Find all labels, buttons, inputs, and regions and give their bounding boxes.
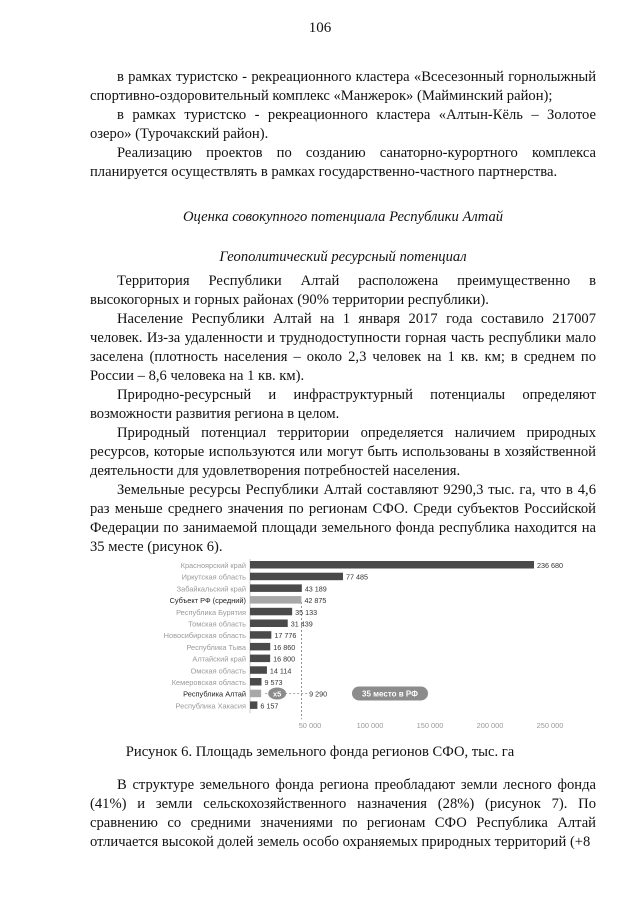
value-label: 6 157	[260, 701, 279, 711]
value-label: 9 290	[309, 689, 328, 699]
value-label: 16 860	[273, 642, 296, 652]
paragraph: в рамках туристско - рекреационного кластера «Всесезонный горнолыжный спортивно-оздоровительный комплекс «Манжерок» (Майминский район);	[90, 69, 596, 104]
bar	[250, 643, 270, 651]
category-label: Республика Хакасия	[175, 701, 246, 711]
bar	[250, 701, 257, 709]
paragraph: В структуре земельного фонда региона преобладают земли лесного фонда (41%) и земли сельскохозяйственного назначения (28%) (рисунок 7). По сравнению со средними значениями по регионам СФО Республика Алтай отличается высокой долей земель особо охраняемых природных территорий (+8	[90, 777, 596, 850]
category-label: Республика Бурятия	[176, 607, 246, 617]
paragraph: Территория Республики Алтай расположена преимущественно в высокогорных и горных районах (90% территории республики).	[90, 273, 596, 308]
bar	[250, 561, 534, 569]
bar	[250, 620, 288, 628]
x-tick-label: 100 000	[356, 721, 384, 730]
ratio-badge-text: х5	[272, 689, 282, 699]
bar-chart-svg	[140, 556, 580, 736]
x-tick-label: 150 000	[416, 721, 444, 730]
value-label: 35 133	[295, 607, 318, 617]
bar	[250, 573, 343, 581]
bar	[250, 584, 302, 592]
category-label: Иркутская область	[181, 572, 246, 582]
bar	[250, 678, 261, 686]
value-label: 236 680	[537, 561, 564, 570]
figure-caption: Рисунок 6. Площадь земельного фонда регионов СФО, тыс. га	[125, 744, 515, 760]
value-label: 14 114	[269, 666, 292, 676]
category-label: Республика Тыва	[186, 642, 246, 652]
value-label: 9 573	[264, 678, 283, 687]
bar	[250, 608, 292, 616]
value-label: 16 800	[273, 654, 296, 664]
paragraph: Земельные ресурсы Республики Алтай составляют 9290,3 тыс. га, что в 4,6 раз меньше среднего значения по регионам СФО. Среди субъектов Российской Федерации по занимаемой площади земельного фонда республика находится на 35 месте (рисунок 6).	[90, 482, 596, 555]
bar	[250, 596, 301, 604]
value-label: 77 485	[345, 572, 368, 582]
paragraph: Реализацию проектов по созданию санаторно-курортного комплекса планируется осуществлять в рамках государственно-частного партнерства.	[90, 145, 596, 180]
category-label: Новосибирская область	[163, 631, 246, 641]
x-tick-label: 250 000	[536, 721, 564, 730]
paragraph: Население Республики Алтай на 1 января 2017 года составило 217007 человек. Из-за удаленности и труднодоступности горная часть республики мало заселена (плотность населения – около 2,3 человек на 1 кв. км; в среднем по России – 8,6 человека на 1 кв. км).	[90, 311, 596, 384]
subsection-heading: Геополитический ресурсный потенциал	[219, 249, 467, 265]
value-label: 42 875	[304, 596, 327, 606]
bar	[250, 655, 270, 663]
category-label: Забайкальский край	[176, 584, 246, 594]
rank-badge-text: 35 место в РФ	[362, 689, 418, 699]
category-label: Республика Алтай	[183, 689, 246, 699]
paragraph: Природный потенциал территории определяется наличием природных ресурсов, которые используются или могут быть использованы в хозяйственной деятельности для удовлетворения потребностей населения.	[90, 425, 596, 479]
paragraph: Природно-ресурсный и инфраструктурный потенциалы определяют возможности развития региона в целом.	[90, 387, 596, 422]
bar	[250, 690, 261, 698]
page-number: 106	[308, 20, 332, 36]
category-label: Томская область	[188, 619, 246, 629]
bottom-paragraphs	[90, 776, 596, 852]
top-paragraphs	[90, 68, 596, 182]
land-fund-chart	[140, 556, 580, 736]
paragraph: в рамках туристско - рекреационного кластера «Алтын-Кёль – Золотое озеро» (Турочакский район).	[90, 107, 596, 142]
bar	[250, 631, 271, 639]
value-label: 31 439	[290, 619, 313, 629]
x-tick-label: 200 000	[476, 721, 504, 730]
value-label: 43 189	[304, 584, 327, 594]
category-label: Красноярский край	[180, 561, 246, 570]
bar	[250, 666, 267, 674]
category-label: Алтайский край	[192, 654, 246, 664]
category-label: Омская область	[190, 666, 246, 676]
category-label: Субъект РФ (средний)	[169, 596, 246, 606]
middle-paragraphs	[90, 272, 596, 557]
section-heading: Оценка совокупного потенциала Республики Алтай	[182, 209, 504, 225]
value-label: 17 776	[274, 631, 297, 641]
category-label: Кемеровская область	[171, 678, 246, 687]
x-tick-label: 50 000	[298, 721, 322, 730]
